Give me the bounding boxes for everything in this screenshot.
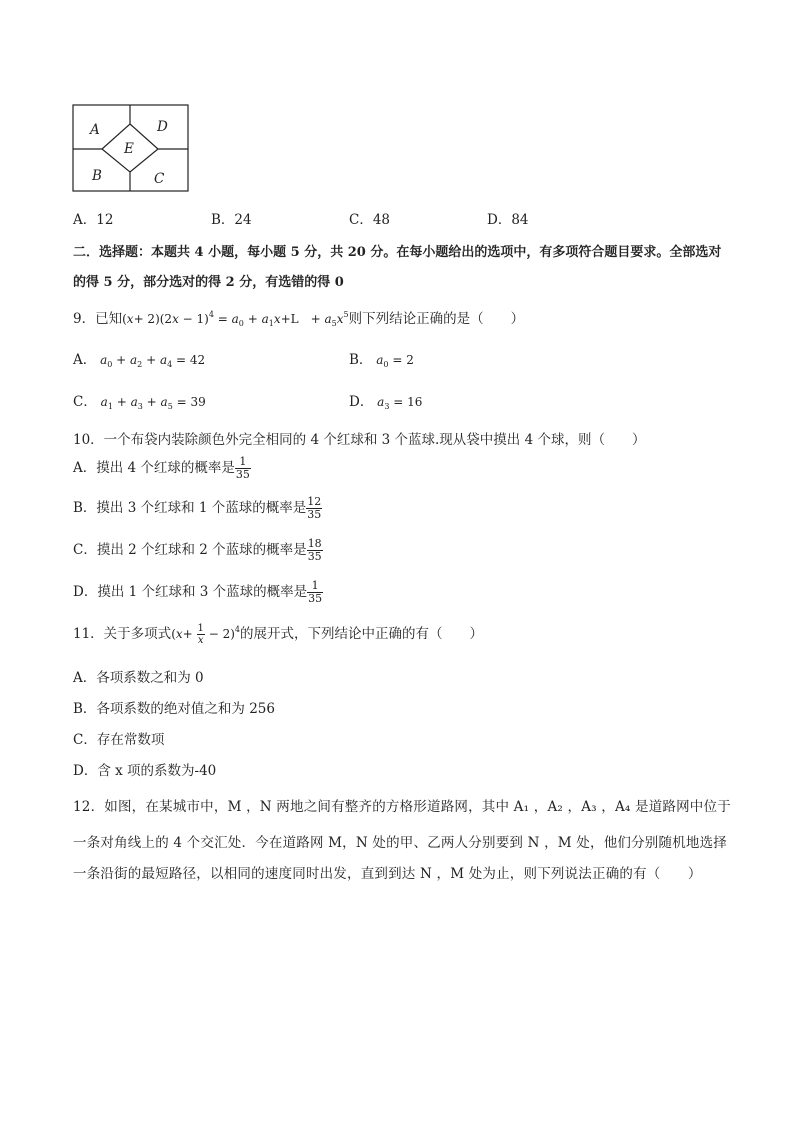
section2-heading-line1: 二．选择题：本题共 4 小题，每小题 5 分，共 20 分。在每小题给出的选项中，有多项符合题目要求。全部选对 — [73, 245, 722, 260]
q11-option-c: C．存在常数项 — [73, 732, 165, 748]
figure-label-a: A — [90, 122, 100, 138]
figure-label-b: B — [92, 168, 102, 184]
q9-suffix: 则下列结论正确的是（ ） — [348, 311, 525, 327]
q10-option-d: D．摸出 1 个红球和 3 个蓝球的概率是 $\frac{1}{35}$ — [73, 579, 323, 605]
q11-option-b: B．各项系数的绝对值之和为 256 — [73, 701, 275, 717]
q11-option-a: A．各项系数之和为 0 — [73, 670, 204, 686]
q11-polynomial: (x+ $\frac{1}{x}$ − 2)$^4$ — [171, 623, 240, 646]
q9-stem — [73, 307, 524, 328]
q11-stem: 11．关于多项式(x+ $\frac{1}{x}$ − 2)$^4$的展开式，下列结论中正确的有（ ） — [73, 623, 483, 646]
q9-option-c: C． $a_1 + a_3 + a_5 = 39$ — [73, 394, 206, 411]
q8-option-a: A．12 — [73, 212, 114, 228]
q9-equation: $(x+ 2)(2x - 1)^4 = a_0 + a_1x+L$ + $a_5x^5$ — [122, 310, 349, 328]
figure-label-e: E — [124, 141, 134, 157]
q10-option-c: C．摸出 2 个红球和 2 个蓝球的概率是 $\frac{18}{35}$ — [73, 537, 322, 563]
section2-heading-line2: 的得 5 分，部分选对的得 2 分，有选错的得 0 — [73, 275, 344, 290]
q9-option-b: B． $a_0 = 2$ — [349, 352, 414, 369]
q9-option-d: D． $a_3 = 16$ — [349, 394, 423, 411]
q8-option-b: B．24 — [211, 212, 252, 228]
q11-option-d: D．含 x 项的系数为-40 — [73, 763, 217, 779]
q12-line2: 一条对角线上的 4 个交汇处．今在道路网 M，N 处的甲、乙两人分别要到 N ，M 处，他们分别随机地选择 — [73, 835, 727, 851]
q9-option-a: A． $a_0 + a_2 + a_4 = 42$ — [73, 352, 206, 369]
q12-line3: 一条沿街的最短路径，以相同的速度同时出发，直到到达 N ，M 处为止，则下列说法正确的有（ ） — [73, 866, 702, 882]
q8-option-d: D．84 — [487, 212, 529, 228]
q10-stem: 10．一个布袋内装除颜色外完全相同的 4 个红球和 3 个蓝球.现从袋中摸出 4 个球，则（ ） — [73, 432, 646, 448]
q10-option-a: A．摸出 4 个红球的概率是 $\frac{1}{35}$ — [73, 455, 250, 481]
q8-option-c: C．48 — [349, 212, 391, 228]
q10-option-b: B．摸出 3 个红球和 1 个蓝球的概率是 $\frac{12}{35}$ — [73, 495, 322, 521]
q9-prefix: 9．已知 — [73, 311, 123, 327]
figure-label-d: D — [157, 119, 168, 135]
q12-line1: 12．如图，在某城市中，M ，N 两地之间有整齐的方格形道路网，其中 A₁ ，A₂ ，A₃ ，A₄ 是道路网中位于 — [73, 799, 731, 815]
figure-label-c: C — [154, 171, 165, 187]
